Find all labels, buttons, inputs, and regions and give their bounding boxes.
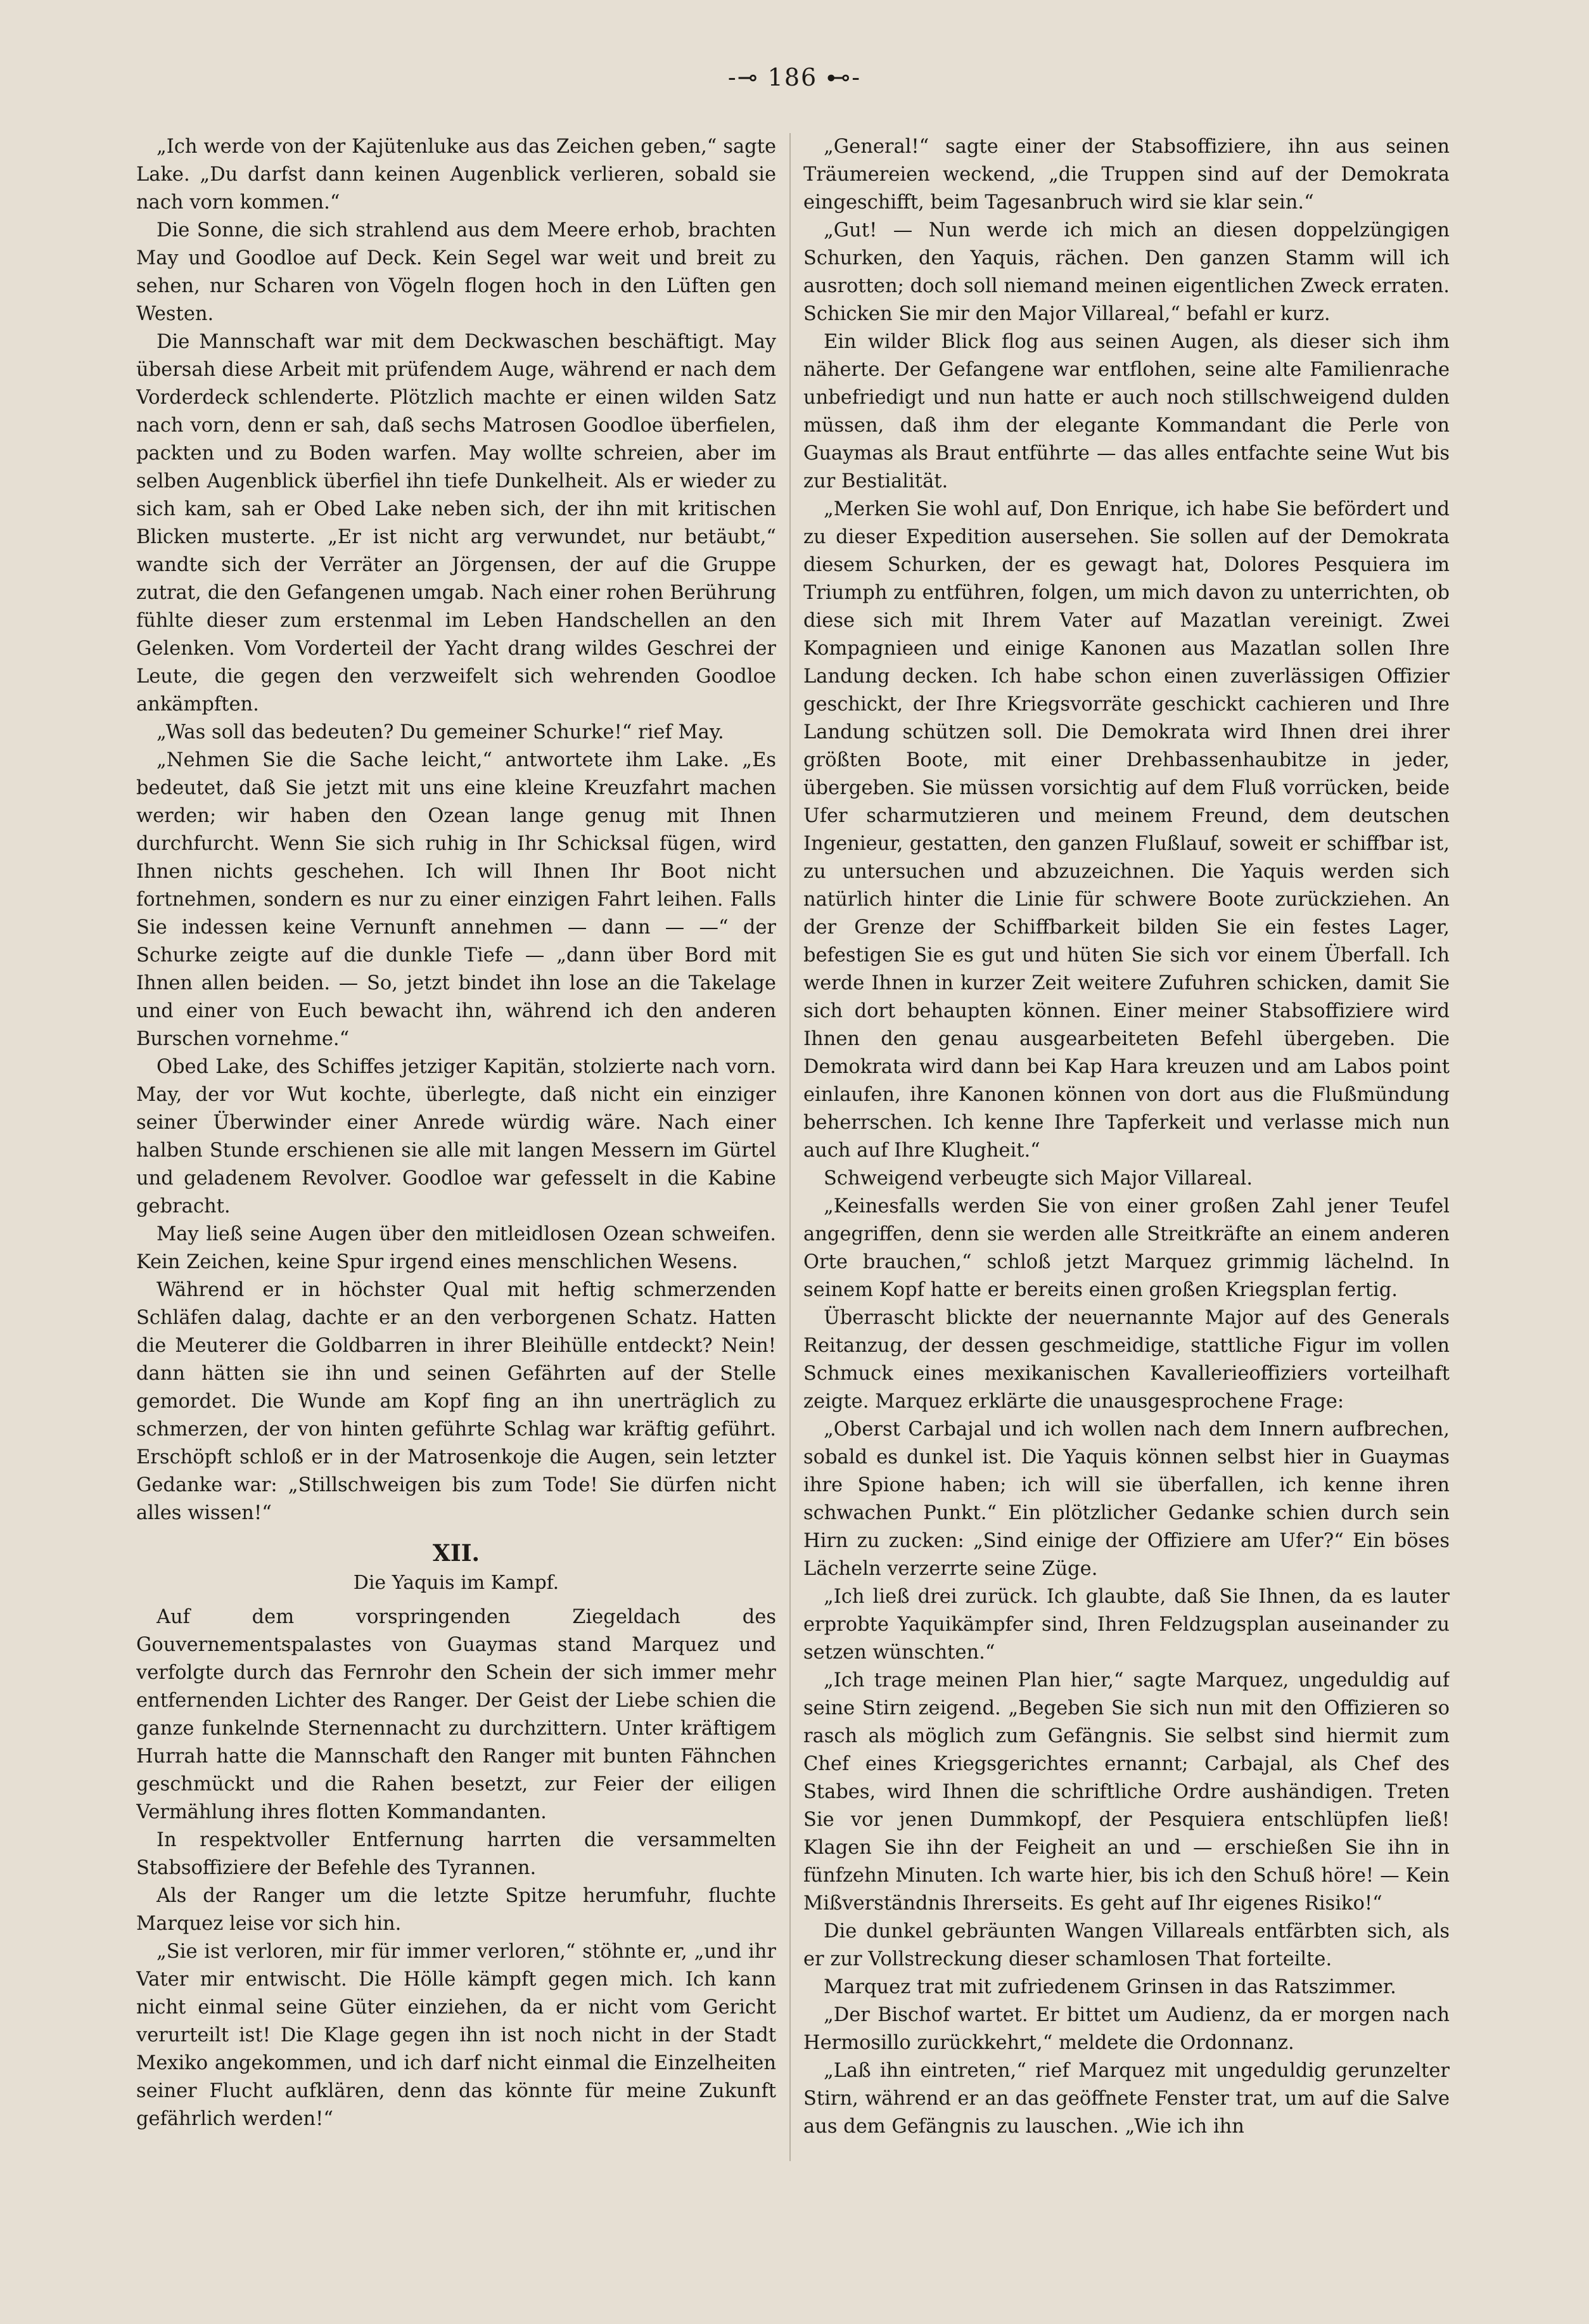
paragraph: Überrascht blickte der neuernannte Major auf des Generals Reitanzug, der dessen geschmeidige, stattliche Figur im vollen Schmuck eines mexikanischen Kavallerieoffiziers vorteilhaft zeigte. Marquez erklärte die unausgesprochene Frage: xyxy=(803,1307,1450,1413)
paragraph: Auf dem vorspringenden Ziegeldach des Gouvernementspalastes von Guaymas stand Marquez und verfolgte durch das Fernrohr den Schein der sich immer mehr entfernenden Lichter des Ranger. Der Geist der Liebe schien die ganze funkelnde Sternennacht zu durchzittern. Unter kräftigem Hurrah hatte die Mannschaft den Ranger mit bunten Fähnchen geschmückt und die Rahen besetzt, zur Feier der eiligen Vermählung ihres flotten Kommandanten. xyxy=(136,1606,776,1823)
paragraph: „Keinesfalls werden Sie von einer großen Zahl jener Teufel angegriffen, denn sie werden alle Streitkräfte an einem anderen Orte brauchen,“ schloß jetzt Marquez grimmig lächelnd. In seinem Kopf hatte er bereits einen großen Kriegsplan fertig. xyxy=(803,1195,1450,1301)
paragraph: Marquez trat mit zufriedenem Grinsen in das Ratszimmer. xyxy=(824,1976,1396,1998)
column-divider xyxy=(789,133,791,2161)
paragraph: In respektvoller Entfernung harrten die versammelten Stabsoffiziere der Befehle des Tyrannen. xyxy=(136,1829,776,1879)
paragraph: Als der Ranger um die letzte Spitze herumfuhr, fluchte Marquez leise vor sich hin. xyxy=(136,1885,776,1935)
paragraph: „Ich trage meinen Plan hier,“ sagte Marquez, ungeduldig auf seine Stirn zeigend. „Begeben Sie sich nun mit den Offizieren so rasch als möglich zum Gefängnis. Sie selbst sind hiermit zum Chef eines Kriegsgerichtes ernannt; Carbajal, als Chef des Stabes, wird Ihnen die schriftliche Ordre aushändigen. Treten Sie vor jenen Dummkopf, der Pesquiera entschlüpfen ließ! Klagen Sie ihn der Feigheit an und — erschießen Sie ihn in fünfzehn Minuten. Ich warte hier, bis ich den Schuß höre! — Kein Mißverständnis Ihrerseits. Es geht auf Ihr eigenes Risiko!“ xyxy=(803,1669,1450,1915)
paragraph: May ließ seine Augen über den mitleidlosen Ozean schweifen. Kein Zeichen, keine Spur irgend eines menschlichen Wesens. xyxy=(136,1223,776,1273)
paragraph: Ein wilder Blick flog aus seinen Augen, als dieser sich ihm näherte. Der Gefangene war entflohen, seine alte Familienrache unbefriedigt und nun hatte er auch noch stillschweigend dulden müssen, daß ihm der elegante Kommandant die Perle von Guaymas als Braut entführte — das alles entfachte seine Wut bis zur Bestialität. xyxy=(803,331,1450,492)
paragraph: Die Sonne, die sich strahlend aus dem Meere erhob, brachten May und Goodloe auf Deck. Kein Segel war weit und breit zu sehen, nur Scharen von Vögeln flogen hoch in den Lüften gen Westen. xyxy=(136,219,776,325)
paragraph: „Ich werde von der Kajütenluke aus das Zeichen geben,“ sagte Lake. „Du darfst dann keinen Augenblick verlieren, sobald sie nach vorn kommen.“ xyxy=(136,136,776,214)
chapter-title: Die Yaquis im Kampf. xyxy=(353,1572,559,1594)
paragraph: „Ich ließ drei zurück. Ich glaubte, daß Sie Ihnen, da es lauter erprobte Yaquikämpfer sind, Ihren Feldzugsplan auseinander zu setzen wünschten.“ xyxy=(803,1586,1450,1664)
paragraph: „Gut! — Nun werde ich mich an diesen doppelzüngigen Schurken, den Yaquis, rächen. Den ganzen Stamm will ich ausrotten; doch soll niemand meinen eigentlichen Zweck erraten. Schicken Sie mir den Major Villareal,“ befahl er kurz. xyxy=(803,219,1450,325)
paragraph: „Was soll das bedeuten? Du gemeiner Schurke!“ rief May. xyxy=(156,721,724,743)
paragraph: Die dunkel gebräunten Wangen Villareals entfärbten sich, als er zur Vollstreckung dieser schamlosen That forteilte. xyxy=(803,1920,1450,1970)
paragraph: Schweigend verbeugte sich Major Villareal. xyxy=(824,1167,1253,1190)
chapter-number: XII. xyxy=(432,1540,480,1567)
paragraph: „Der Bischof wartet. Er bittet um Audienz, da er morgen nach Hermosillo zurückkehrt,“ meldete die Ordonnanz. xyxy=(803,2004,1450,2054)
paragraph: „Oberst Carbajal und ich wollen nach dem Innern aufbrechen, sobald es dunkel ist. Die Yaquis können selbst hier in Guaymas ihre Spione haben; ich will sie überfallen, ich kenne ihren schwachen Punkt.“ Ein plötzlicher Gedanke schien durch sein Hirn zu zucken: „Sind einige der Offiziere am Ufer?“ Ein böses Lächeln verzerrte seine Züge. xyxy=(803,1418,1450,1580)
paragraph: „General!“ sagte einer der Stabsoffiziere, ihn aus seinen Träumereien weckend, „die Truppen sind auf der Demokrata eingeschifft, beim Tagesanbruch wird sie klar sein.“ xyxy=(803,136,1450,214)
paragraph: „Laß ihn eintreten,“ rief Marquez mit ungeduldig gerunzelter Stirn, während er an das geöffnete Fenster trat, um auf die Salve aus dem Gefängnis zu lauschen. „Wie ich ihn xyxy=(803,2060,1450,2138)
page-number-value: 186 xyxy=(767,63,818,91)
left-column xyxy=(136,133,776,2288)
paragraph: „Sie ist verloren, mir für immer verloren,“ stöhnte er, „und ihr Vater mir entwischt. Die Hölle kämpft gegen mich. Ich kann nicht einmal seine Güter einziehen, da er nicht vom Gericht verurteilt ist! Die Klage gegen ihn ist noch nicht in der Stadt Mexiko angekommen, und ich darf nicht einmal die Einzelheiten seiner Flucht aufklären, denn das könnte für meine Zukunft gefährlich werden!“ xyxy=(136,1941,776,2130)
page-number: -⊸ 186 ⊷- xyxy=(727,63,862,91)
paragraph: Während er in höchster Qual mit heftig schmerzenden Schläfen dalag, dachte er an den verborgenen Schatz. Hatten die Meuterer die Goldbarren in ihrer Bleihülle entdeckt? Nein! dann hätten sie ihn und seinen Gefährten auf der Stelle gemordet. Die Wunde am Kopf fing an ihn unerträglich zu schmerzen, der von hinten geführte Schlag war kräftig geführt. Erschöpft schloß er in der Matrosenkoje die Augen, sein letzter Gedanke war: „Stillschweigen bis zum Tode! Sie dürfen nicht alles wissen!“ xyxy=(136,1279,776,1524)
paragraph: Obed Lake, des Schiffes jetziger Kapitän, stolzierte nach vorn. May, der vor Wut kochte, überlegte, daß nicht ein einziger seiner Überwinder einer Anrede würdig wäre. Nach einer halben Stunde erschienen sie alle mit langen Messern im Gürtel und geladenem Revolver. Goodloe war gefesselt in die Kabine gebracht. xyxy=(136,1056,776,1217)
paragraph: Die Mannschaft war mit dem Deckwaschen beschäftigt. May übersah diese Arbeit mit prüfendem Auge, während er nach dem Vorderdeck schlenderte. Plötzlich machte er einen wilden Satz nach vorn, denn er sah, daß sechs Matrosen Goodloe überfielen, packten und zu Boden warfen. May wollte schreien, aber im selben Augenblick überfiel ihn tiefe Dunkelheit. Als er wieder zu sich kam, sah er Obed Lake neben sich, der ihn mit kritischen Blicken musterte. „Er ist nicht arg verwundet, nur betäubt,“ wandte sich der Verräter an Jörgensen, der auf die Gruppe zutrat, die den Gefangenen umgab. Nach einer rohen Berührung fühlte dieser zum erstenmal im Leben Handschellen an den Gelenken. Vom Vorderteil der Yacht drang wildes Geschrei der Leute, die gegen den verzweifelt sich wehrenden Goodloe ankämpften. xyxy=(136,331,776,716)
paragraph: „Merken Sie wohl auf, Don Enrique, ich habe Sie befördert und zu dieser Expedition ausersehen. Sie sollen auf der Demokrata diesem Schurken, der es gewagt hat, Dolores Pesquiera im Triumph zu entführen, folgen, um mich davon zu unterrichten, ob diese sich mit Ihrem Vater auf Mazatlan vereinigt. Zwei Kompagnieen und einige Kanonen aus Mazatlan sollen Ihre Landung decken. Ich habe schon einen zuverlässigen Offizier geschickt, der Ihre Kriegsvorräte geschickt cachieren und Ihre Landung schützen soll. Die Demokrata wird Ihnen drei ihrer größten Boote, mit einer Drehbassenhaubitze in jeder, übergeben. Sie müssen vorsichtig auf dem Fluß vorrücken, beide Ufer scharmutzieren und meinem Freund, dem deutschen Ingenieur, gestatten, den ganzen Flußlauf, soweit er schiffbar ist, zu untersuchen und abzuzeichnen. Die Yaquis werden sich natürlich hinter die Linie für schwere Boote zurückziehen. An der Grenze der Schiffbarkeit bilden Sie ein festes Lager, befestigen Sie es gut und hüten Sie sich vor einem Überfall. Ich werde Ihnen in kurzer Zeit weitere Zufuhren schicken, damit Sie sich dort behaupten können. Einer meiner Stabsoffiziere wird Ihnen den genau ausgearbeiteten Befehl übergeben. Die Demokrata wird dann bei Kap Hara kreuzen und am Labos point einlaufen, ihre Kanonen können von dort aus die Flußmündung beherrschen. Ich kenne Ihre Tapferkeit und verlasse mich nun auch auf Ihre Klugheit.“ xyxy=(803,498,1450,1162)
right-column xyxy=(803,133,1450,2288)
paragraph: „Nehmen Sie die Sache leicht,“ antwortete ihm Lake. „Es bedeutet, daß Sie jetzt mit uns eine kleine Kreuzfahrt machen werden; wir haben den Ozean lange genug mit Ihnen durchfurcht. Wenn Sie sich ruhig in Ihr Schicksal fügen, wird Ihnen nichts geschehen. Ich will Ihnen Ihr Boot nicht fortnehmen, sondern es nur zu einer einzigen Fahrt leihen. Falls Sie indessen keine Vernunft annehmen — dann — —“ der Schurke zeigte auf die dunkle Tiefe — „dann über Bord mit Ihnen allen beiden. — So, jetzt bindet ihn lose an die Takelage und einer von Euch bewacht ihn, während ich den anderen Burschen vornehme.“ xyxy=(136,749,776,1050)
